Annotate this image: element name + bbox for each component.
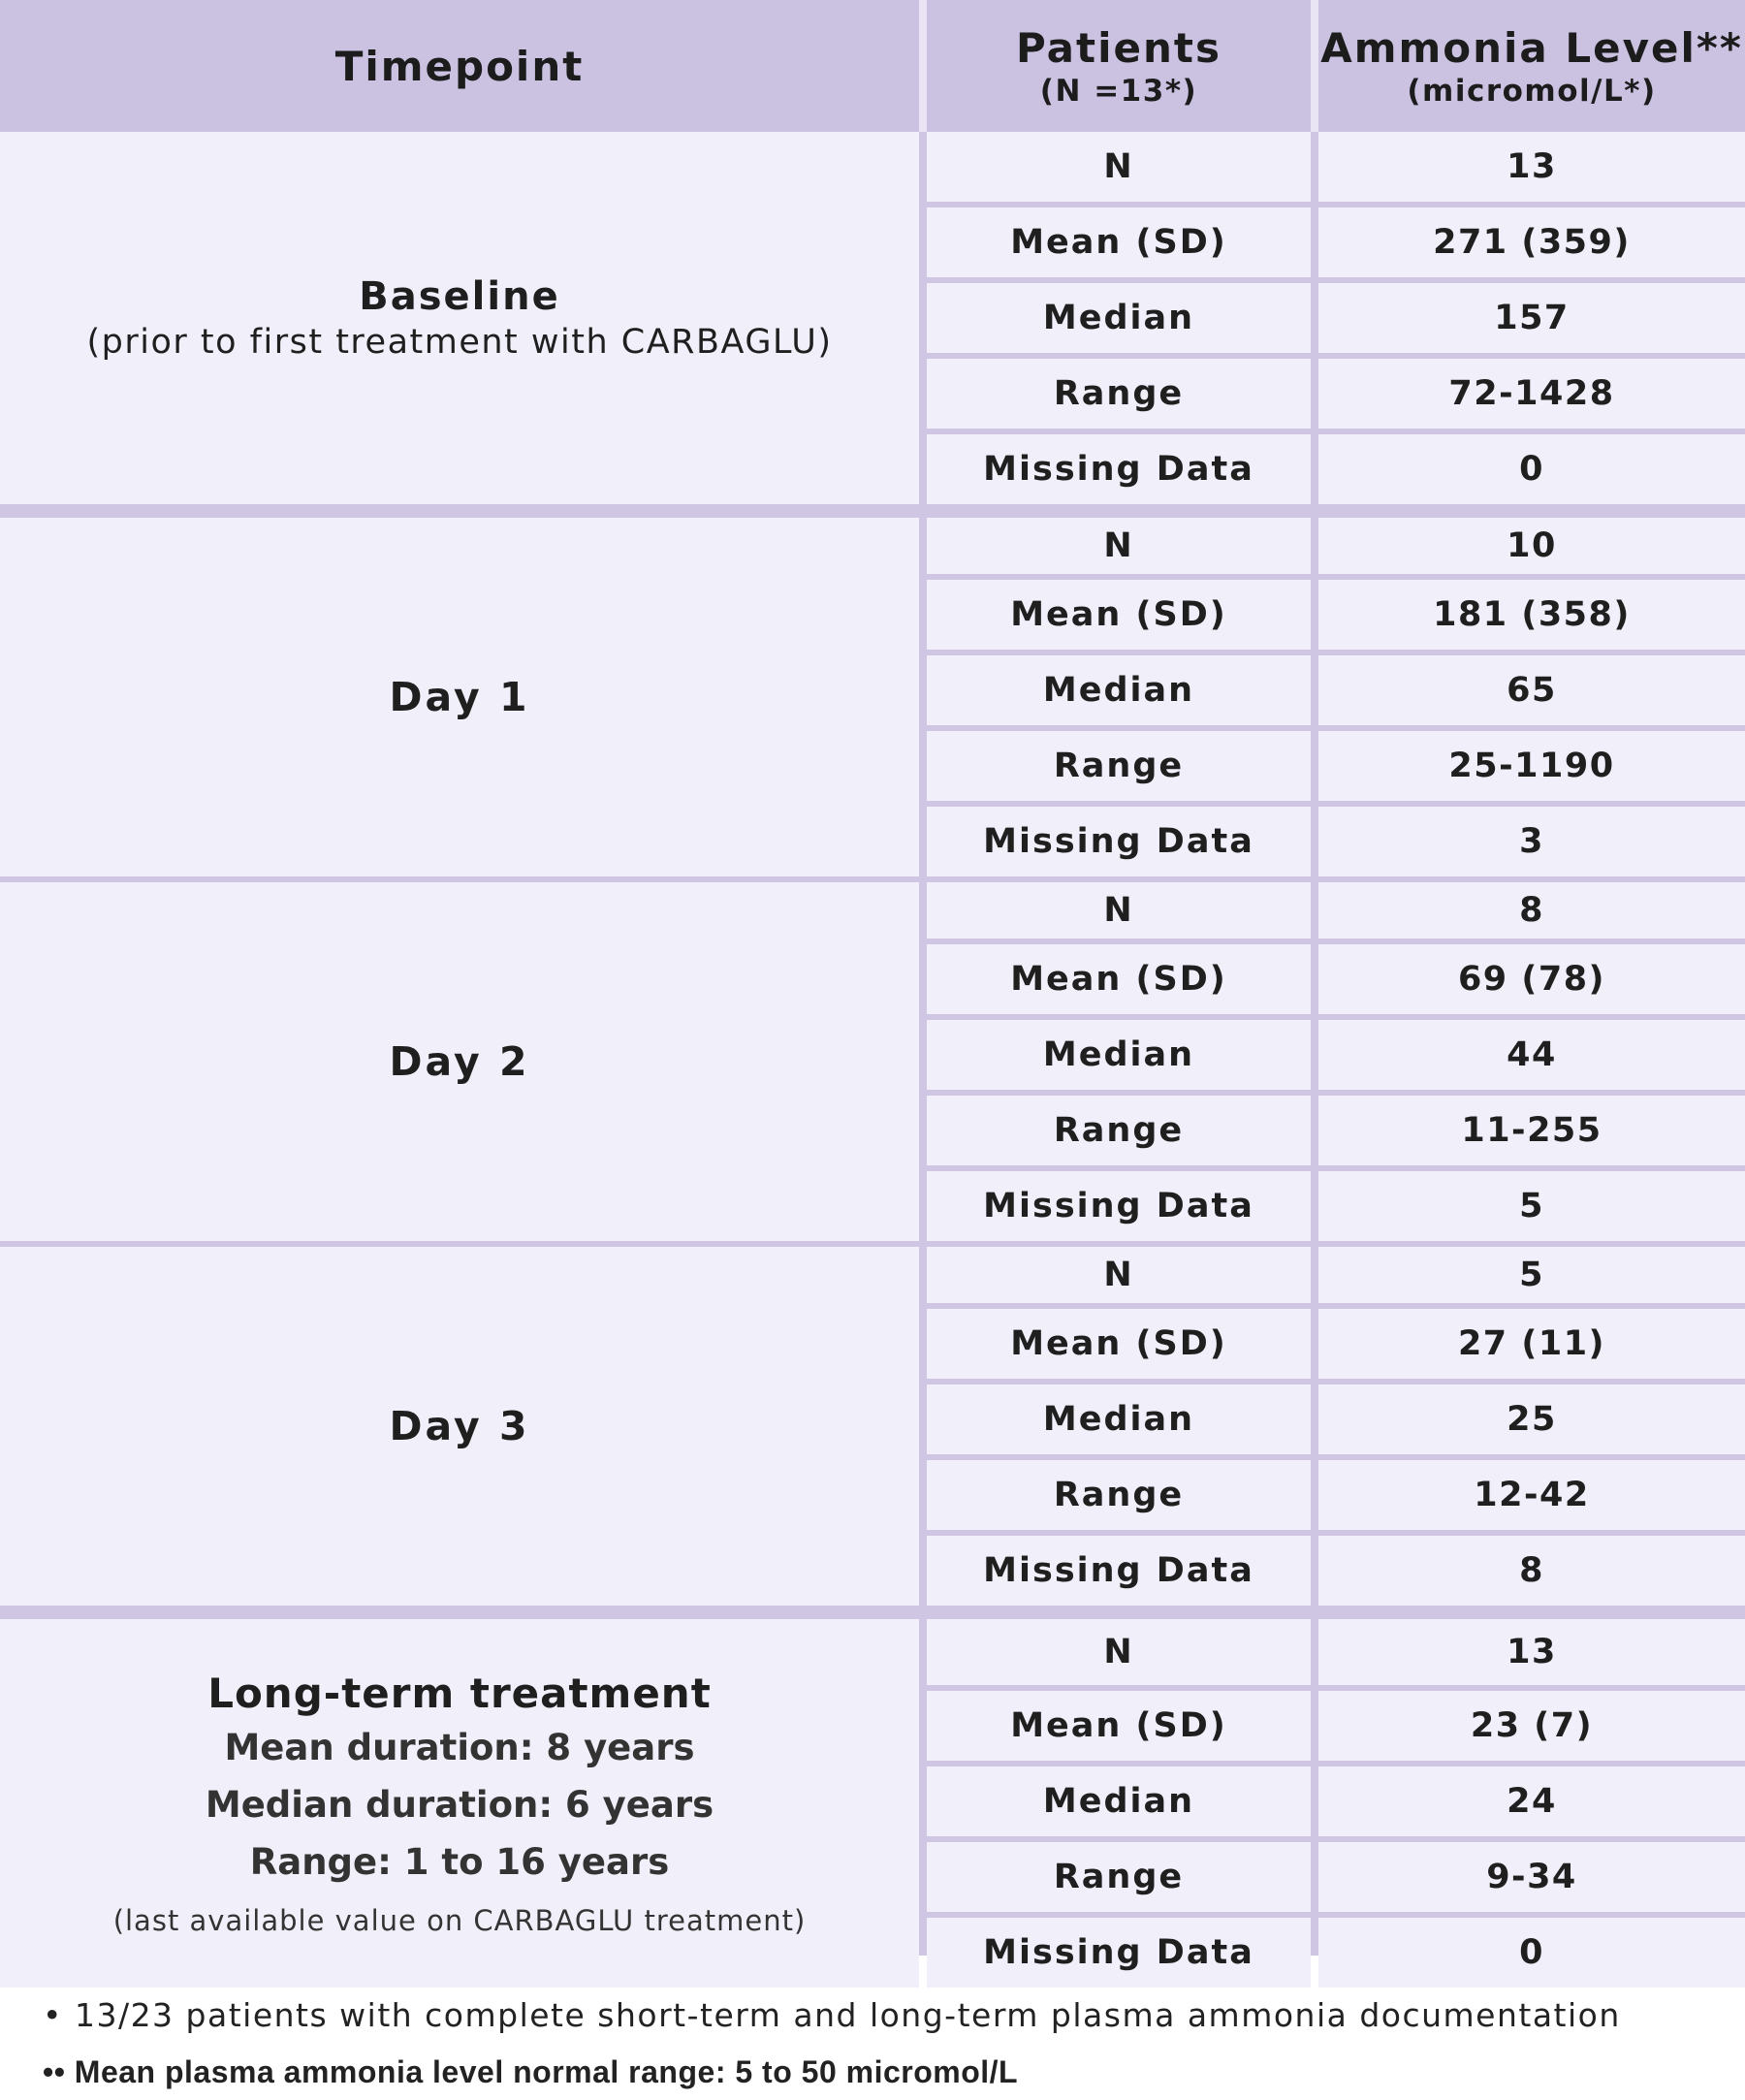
group-title: Day 2 <box>389 1038 530 1085</box>
value-cell: 13 <box>1318 1619 1745 1685</box>
value-cell: 12-42 <box>1318 1460 1745 1530</box>
header-ammonia <box>1318 0 1745 132</box>
header-divider <box>1311 0 1318 132</box>
value-cell: 65 <box>1318 655 1745 725</box>
stat-cell: N <box>927 132 1311 202</box>
value-cell: 24 <box>1318 1766 1745 1836</box>
header-timepoint <box>0 0 919 132</box>
value-cell: 3 <box>1318 807 1745 876</box>
value-cell: 0 <box>1318 1918 1745 1988</box>
median-duration: Median duration: 6 years <box>205 1784 714 1826</box>
stat-cell: Missing Data <box>927 807 1311 876</box>
stat-cell: N <box>927 1619 1311 1685</box>
stat-cell: Range <box>927 731 1311 801</box>
header-patients-label: Patients <box>1016 23 1222 72</box>
stat-cell: Range <box>927 1096 1311 1165</box>
group-baseline <box>0 132 919 504</box>
stat-cell: Missing Data <box>927 1171 1311 1241</box>
group-subtitle: (prior to first treatment with CARBAGLU) <box>86 323 833 362</box>
value-cell: 0 <box>1318 434 1745 504</box>
value-cell: 25-1190 <box>1318 731 1745 801</box>
header-ammonia-label: Ammonia Level** <box>1320 23 1743 72</box>
stat-cell: N <box>927 1247 1311 1303</box>
value-cell: 69 (78) <box>1318 944 1745 1014</box>
header-patients <box>927 0 1311 132</box>
value-cell: 8 <box>1318 1536 1745 1606</box>
stat-cell: Median <box>927 1766 1311 1836</box>
header-patients-sub: (N =13*) <box>1039 73 1198 109</box>
stat-cell: Mean (SD) <box>927 207 1311 277</box>
footnotes <box>43 1988 1710 2100</box>
value-cell: 181 (358) <box>1318 580 1745 650</box>
value-cell: 44 <box>1318 1020 1745 1090</box>
stat-cell: Mean (SD) <box>927 944 1311 1014</box>
group-title: Day 1 <box>389 674 530 720</box>
header-ammonia-sub: (micromol/L*) <box>1407 73 1657 109</box>
value-cell: 157 <box>1318 283 1745 353</box>
stat-cell: Range <box>927 1842 1311 1912</box>
stat-cell: Median <box>927 1020 1311 1090</box>
value-cell: 8 <box>1318 882 1745 939</box>
value-cell: 13 <box>1318 132 1745 202</box>
value-cell: 27 (11) <box>1318 1309 1745 1379</box>
value-cell: 11-255 <box>1318 1096 1745 1165</box>
stat-cell: Missing Data <box>927 434 1311 504</box>
header-timepoint-label: Timepoint <box>334 42 585 90</box>
group-title: Baseline <box>359 274 560 319</box>
value-cell: 5 <box>1318 1247 1745 1303</box>
group-title: Long-term treatment <box>207 1670 712 1717</box>
stat-cell: N <box>927 882 1311 939</box>
stat-cell: Median <box>927 655 1311 725</box>
duration-range: Range: 1 to 16 years <box>249 1841 670 1883</box>
group-day-3 <box>0 1247 919 1606</box>
group-long-term <box>0 1619 919 1988</box>
value-cell: 9-34 <box>1318 1842 1745 1912</box>
stat-cell: Median <box>927 283 1311 353</box>
value-cell: 72-1428 <box>1318 359 1745 429</box>
group-note: (last available value on CARBAGLU treatment) <box>112 1904 807 1937</box>
value-cell: 5 <box>1318 1171 1745 1241</box>
stat-cell: Missing Data <box>927 1918 1311 1988</box>
stat-cell: Range <box>927 359 1311 429</box>
value-cell: 271 (359) <box>1318 207 1745 277</box>
stat-cell: Mean (SD) <box>927 1309 1311 1379</box>
footnote-2: •• Mean plasma ammonia level normal range: 5 to 50 micromol/L <box>43 2054 1019 2089</box>
value-cell: 23 (7) <box>1318 1691 1745 1761</box>
stat-cell: Median <box>927 1384 1311 1454</box>
group-day-1 <box>0 518 919 876</box>
stat-cell: Range <box>927 1460 1311 1530</box>
value-cell: 25 <box>1318 1384 1745 1454</box>
stat-cell: N <box>927 518 1311 574</box>
stat-cell: Missing Data <box>927 1536 1311 1606</box>
stat-cell: Mean (SD) <box>927 1691 1311 1761</box>
mean-duration: Mean duration: 8 years <box>224 1727 695 1768</box>
group-day-2 <box>0 882 919 1241</box>
header-divider <box>919 0 927 132</box>
stat-cell: Mean (SD) <box>927 580 1311 650</box>
group-title: Day 3 <box>389 1403 530 1449</box>
value-cell: 10 <box>1318 518 1745 574</box>
footnote-1: • 13/23 patients with complete short-term and long-term plasma ammonia documentation <box>43 1996 1621 2034</box>
